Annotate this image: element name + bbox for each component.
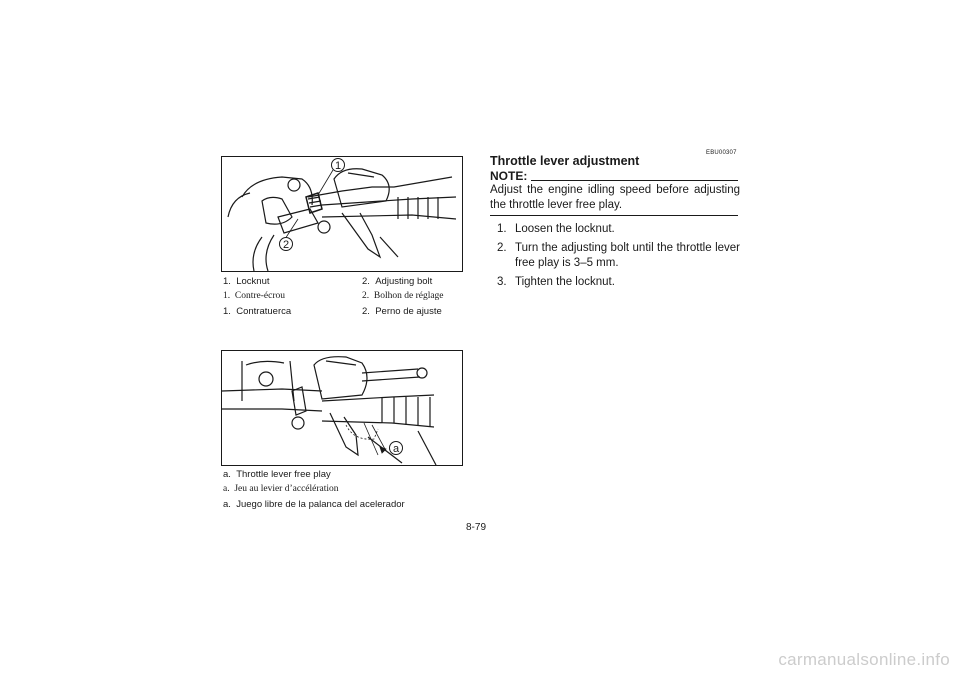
section-code: EBU00307 bbox=[706, 150, 737, 156]
handlebar-illustration-2 bbox=[222, 351, 462, 465]
note-header bbox=[490, 169, 738, 183]
note-rule bbox=[531, 180, 738, 181]
note-label: NOTE: bbox=[490, 169, 528, 183]
figure-locknut-adjusting-bolt bbox=[221, 156, 463, 272]
note-text: Adjust the engine idling speed before adjusting the throttle lever free play. bbox=[490, 184, 740, 211]
caption-row-es: a. Juego libre de la palanca del acelerador bbox=[223, 499, 405, 510]
list-item: 3. Tighten the locknut. bbox=[497, 276, 615, 288]
list-item: 1. Loosen the locknut. bbox=[497, 223, 615, 235]
page-number: 8-79 bbox=[466, 522, 487, 533]
watermark: carmanualsonline.info bbox=[778, 650, 950, 669]
callout-a: a bbox=[392, 443, 400, 455]
callout-2: 2 bbox=[282, 239, 290, 251]
figure1-caption bbox=[223, 274, 444, 319]
figure-throttle-free-play bbox=[221, 350, 463, 466]
caption-row-fr: 1. Contre-écrou 2. Bolhon de réglage bbox=[223, 291, 444, 301]
list-item: 2. Turn the adjusting bolt until the throttle lever free play is 3–5 mm. bbox=[497, 242, 740, 269]
handlebar-illustration-1 bbox=[222, 157, 462, 271]
section-title: Throttle lever adjustment bbox=[490, 154, 640, 168]
callout-1: 1 bbox=[334, 160, 342, 172]
note-end-rule bbox=[490, 215, 738, 216]
caption-row-en: a. Throttle lever free play bbox=[223, 469, 331, 480]
caption-row-en: 1. Locknut 2. Adjusting bolt bbox=[223, 276, 433, 287]
figure2-caption bbox=[223, 467, 405, 512]
caption-row-es: 1. Contratuerca 2. Perno de ajuste bbox=[223, 306, 442, 317]
steps-list bbox=[497, 222, 740, 294]
caption-row-fr: a. Jeu au levier d’accélération bbox=[223, 484, 339, 494]
